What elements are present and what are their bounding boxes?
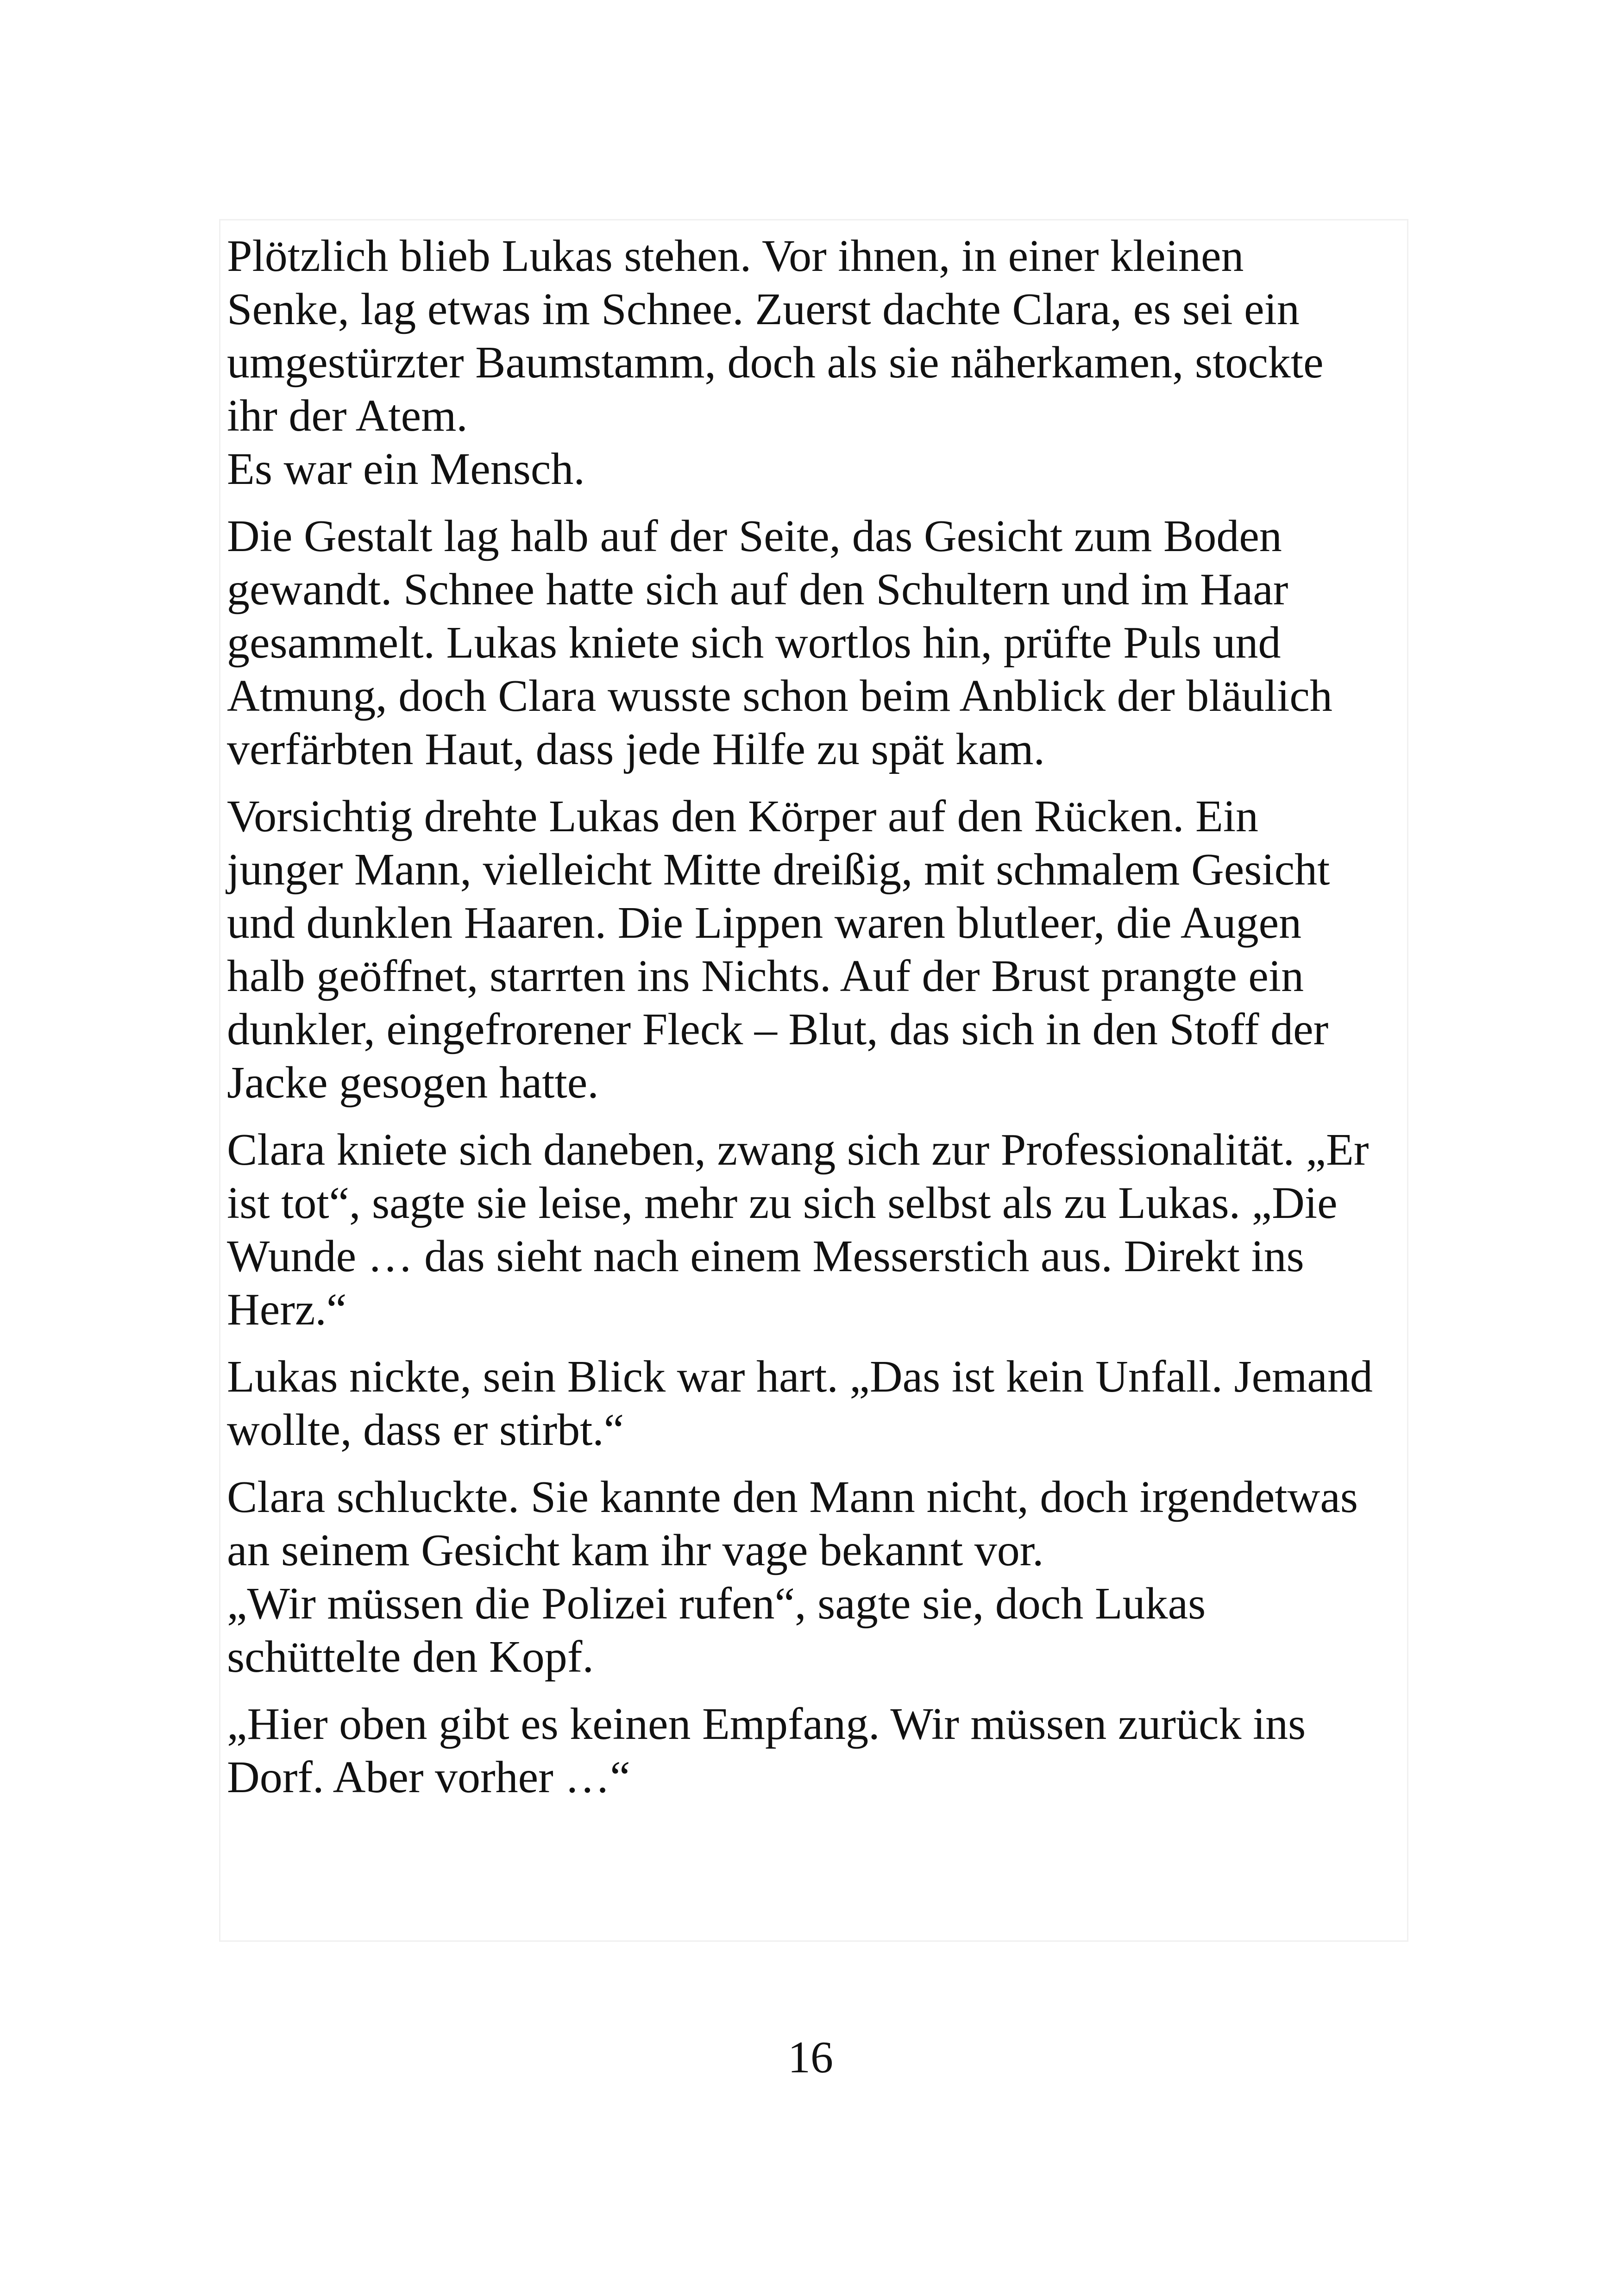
paragraph: Plötzlich blieb Lukas stehen. Vor ihnen, in einer kleinen Senke, lag etwas im Schnee. Zuerst dachte Clara, es sei ein umgestürzter Baumstamm, doch als sie näherkamen, stockte ihr der Atem. Es war ein Mensch.	[227, 231, 1324, 494]
paragraph: „Hier oben gibt es keinen Empfang. Wir müssen zurück ins Dorf. Aber vorher …“	[227, 1699, 1306, 1802]
text-frame	[219, 219, 1408, 1942]
paragraph: Clara kniete sich daneben, zwang sich zur Professionalität. „Er ist tot“, sagte sie leise, mehr zu sich selbst als zu Lukas. „Die Wunde … das sieht nach einem Messerstich aus. Direkt ins Herz.“	[227, 1125, 1369, 1335]
page-number: 16	[788, 2033, 833, 2083]
paragraph: Vorsichtig drehte Lukas den Körper auf den Rücken. Ein junger Mann, vielleicht Mitte dreißig, mit schmalem Gesicht und dunklen Haaren. Die Lippen waren blutleer, die Augen halb geöffnet, starrten ins Nichts. Auf der Brust prangte ein dunkler, eingefrorener Fleck – Blut, das sich in den Stoff der Jacke gesogen hatte.	[227, 791, 1330, 1108]
paragraph: Die Gestalt lag halb auf der Seite, das Gesicht zum Boden gewandt. Schnee hatte sich auf den Schultern und im Haar gesammelt. Lukas kniete sich wortlos hin, prüfte Puls und Atmung, doch Clara wusste schon beim Anblick der bläulich verfärbten Haut, dass jede Hilfe zu spät kam.	[227, 511, 1332, 774]
paragraph: Lukas nickte, sein Blick war hart. „Das ist kein Unfall. Jemand wollte, dass er stirbt.“	[227, 1352, 1373, 1455]
paragraph: Clara schluckte. Sie kannte den Mann nicht, doch irgendetwas an seinem Gesicht kam ihr vage bekannt vor. „Wir müssen die Polizei rufen“, sagte sie, doch Lukas schüttelte den Kopf.	[227, 1472, 1358, 1682]
